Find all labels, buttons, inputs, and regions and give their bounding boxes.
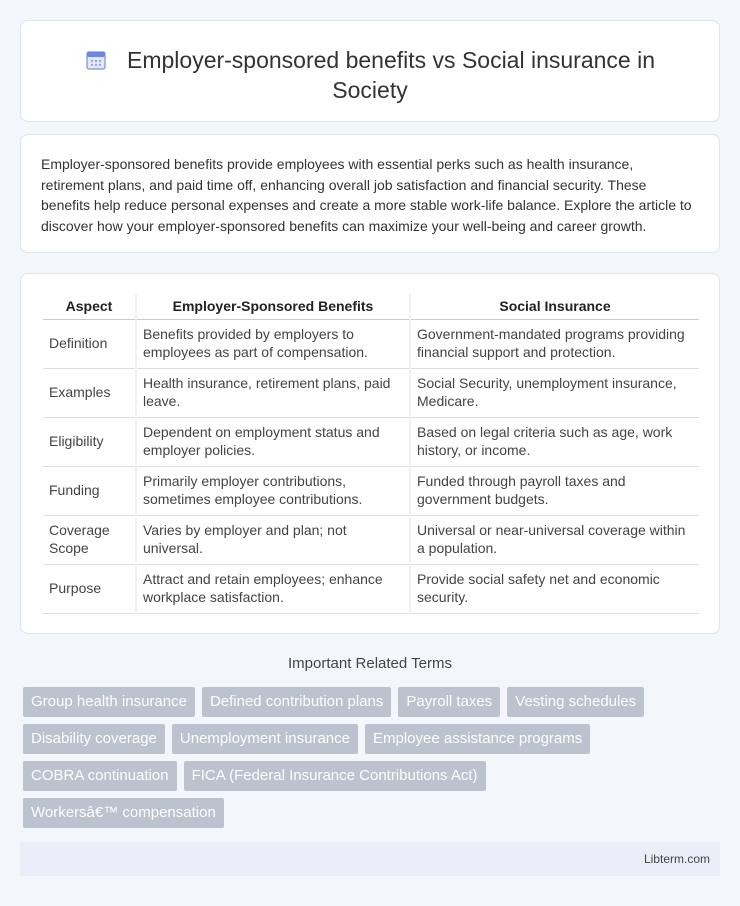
header-aspect: Aspect: [43, 294, 136, 319]
tag-row: [23, 687, 703, 717]
employer-cell: Varies by employer and plan; not universal.: [136, 515, 410, 564]
aspect-cell: Examples: [43, 368, 136, 417]
tag-employee-assistance-programs[interactable]: Employee assistance programs: [365, 724, 590, 754]
tag-defined-contribution-plans[interactable]: Defined contribution plans: [202, 687, 391, 717]
intro-card: [20, 134, 720, 253]
tag-unemployment-insurance[interactable]: Unemployment insurance: [172, 724, 358, 754]
table-row: [43, 417, 699, 466]
social-cell: Government-mandated programs providing financial support and protection.: [410, 319, 699, 368]
tag-vesting-schedules[interactable]: Vesting schedules: [507, 687, 644, 717]
title-line-1: Employer-sponsored benefits vs Social insurance in: [127, 47, 655, 73]
social-cell: Based on legal criteria such as age, work history, or income.: [410, 417, 699, 466]
employer-cell: Health insurance, retirement plans, paid leave.: [136, 368, 410, 417]
tag-fica[interactable]: FICA (Federal Insurance Contributions Act): [184, 761, 486, 791]
tag-row: [23, 724, 703, 754]
header-social-insurance: Social Insurance: [410, 294, 699, 319]
employer-cell: Attract and retain employees; enhance workplace satisfaction.: [136, 564, 410, 613]
title-line-2: Society: [332, 77, 408, 103]
aspect-cell: Purpose: [43, 564, 136, 613]
comparison-card: [20, 273, 720, 634]
title-card: [20, 20, 720, 122]
tag-workers-compensation[interactable]: Workersâ€™ compensation: [23, 798, 224, 828]
employer-cell: Benefits provided by employers to employees as part of compensation.: [136, 319, 410, 368]
aspect-cell: Definition: [43, 319, 136, 368]
employer-cell: Dependent on employment status and employer policies.: [136, 417, 410, 466]
table-row: [43, 368, 699, 417]
footer-site-link[interactable]: Libterm.com: [643, 852, 710, 866]
aspect-cell: Coverage Scope: [43, 515, 136, 564]
social-cell: Provide social safety net and economic security.: [410, 564, 699, 613]
social-cell: Funded through payroll taxes and government budgets.: [410, 466, 699, 515]
social-cell: Social Security, unemployment insurance, Medicare.: [410, 368, 699, 417]
tag-disability-coverage[interactable]: Disability coverage: [23, 724, 165, 754]
table-header-row: [43, 294, 699, 319]
related-terms-heading: Important Related Terms: [288, 655, 452, 672]
calendar-icon: [85, 49, 107, 71]
comparison-table: [43, 294, 699, 614]
related-terms-list: [23, 687, 703, 835]
footer: [20, 842, 720, 876]
tag-cobra-continuation[interactable]: COBRA continuation: [23, 761, 177, 791]
social-cell: Universal or near-universal coverage within a population.: [410, 515, 699, 564]
table-row: [43, 564, 699, 613]
intro-paragraph: Employer-sponsored benefits provide employees with essential perks such as health insurance, retirement plans, and paid time off, enhancing overall job satisfaction and financial security. These benefits help reduce personal expenses and create a more stable work-life balance. Explore the article to discover how your employer-sponsored benefits can maximize your well-being and career growth.: [41, 156, 692, 234]
tag-group-health-insurance[interactable]: Group health insurance: [23, 687, 195, 717]
tag-row: [23, 798, 703, 828]
aspect-cell: Eligibility: [43, 417, 136, 466]
table-row: [43, 515, 699, 564]
tag-payroll-taxes[interactable]: Payroll taxes: [398, 687, 500, 717]
page-title: [21, 45, 719, 105]
table-row: [43, 466, 699, 515]
header-employer-benefits: Employer-Sponsored Benefits: [136, 294, 410, 319]
employer-cell: Primarily employer contributions, sometimes employee contributions.: [136, 466, 410, 515]
table-row: [43, 319, 699, 368]
aspect-cell: Funding: [43, 466, 136, 515]
tag-row: [23, 761, 703, 791]
